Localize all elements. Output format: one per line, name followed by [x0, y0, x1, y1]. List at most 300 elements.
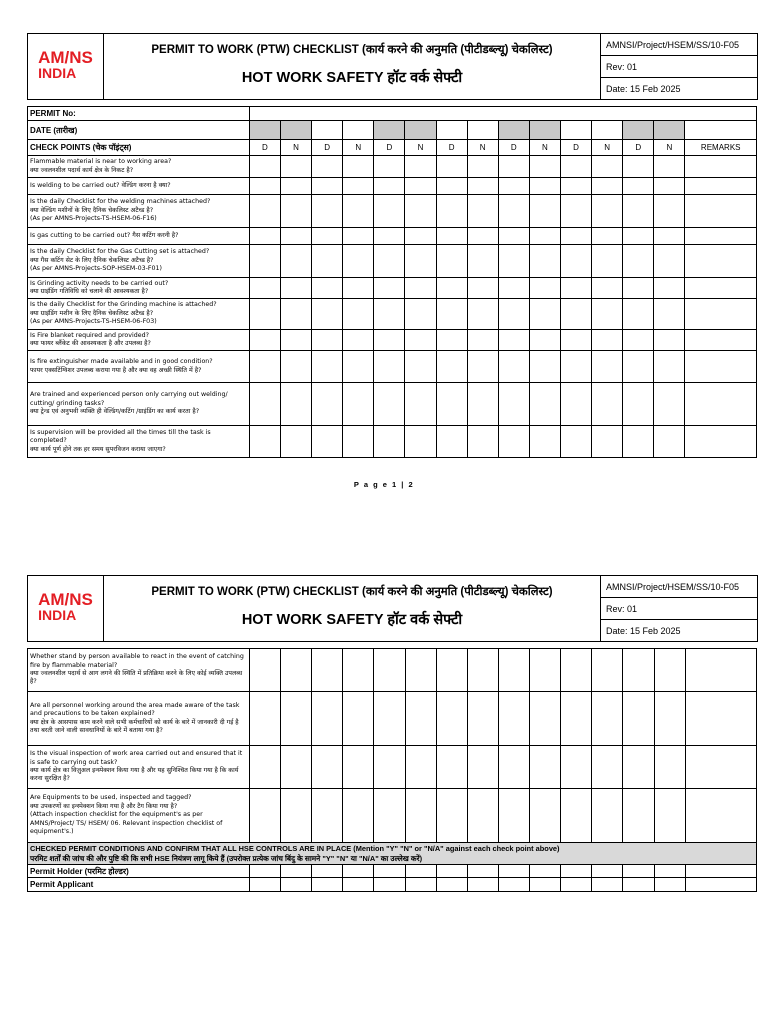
answer-cell[interactable] [654, 746, 685, 789]
answer-cell[interactable] [249, 692, 280, 746]
answer-cell[interactable] [623, 351, 654, 383]
answer-cell[interactable] [654, 789, 685, 843]
answer-cell[interactable] [467, 649, 498, 692]
answer-cell[interactable] [529, 278, 560, 299]
answer-cell[interactable] [529, 299, 560, 330]
answer-cell[interactable] [654, 865, 685, 878]
answer-cell[interactable] [280, 156, 311, 178]
answer-cell[interactable] [498, 649, 529, 692]
answer-cell[interactable] [312, 878, 343, 892]
answer-cell[interactable] [529, 228, 560, 245]
answer-cell[interactable] [560, 156, 591, 178]
answer-cell[interactable] [249, 178, 280, 195]
answer-cell[interactable] [498, 878, 529, 892]
answer-cell[interactable] [623, 426, 654, 458]
answer-cell[interactable] [343, 789, 374, 843]
date-field[interactable] [592, 121, 623, 140]
answer-cell[interactable] [623, 789, 654, 843]
answer-cell[interactable] [685, 649, 756, 692]
answer-cell[interactable] [280, 195, 311, 228]
answer-cell[interactable] [436, 789, 467, 843]
answer-cell[interactable] [623, 878, 654, 892]
answer-cell[interactable] [374, 330, 405, 351]
answer-cell[interactable] [405, 383, 436, 426]
revision: Rev: 01 [601, 598, 758, 620]
answer-cell[interactable] [436, 865, 467, 878]
answer-cell[interactable] [436, 649, 467, 692]
answer-cell[interactable] [249, 789, 280, 843]
answer-cell[interactable] [249, 383, 280, 426]
answer-cell[interactable] [592, 865, 623, 878]
answer-cell[interactable] [280, 245, 311, 278]
answer-cell[interactable] [405, 746, 436, 789]
answer-cell[interactable] [560, 245, 591, 278]
answer-cell[interactable] [592, 692, 623, 746]
answer-cell[interactable] [685, 351, 757, 383]
answer-cell[interactable] [405, 426, 436, 458]
answer-cell[interactable] [436, 692, 467, 746]
answer-cell[interactable] [467, 245, 498, 278]
answer-cell[interactable] [592, 649, 623, 692]
answer-cell[interactable] [405, 649, 436, 692]
checkpoint-row [28, 692, 757, 746]
answer-cell[interactable] [280, 330, 311, 351]
answer-cell[interactable] [561, 649, 592, 692]
answer-cell[interactable] [467, 383, 498, 426]
answer-cell[interactable] [654, 330, 685, 351]
form-title [104, 34, 601, 100]
answer-cell[interactable] [436, 351, 467, 383]
answer-cell[interactable] [530, 878, 561, 892]
answer-cell[interactable] [530, 865, 561, 878]
answer-cell[interactable] [529, 195, 560, 228]
answer-cell[interactable] [685, 278, 757, 299]
date-field[interactable] [249, 121, 280, 140]
answer-cell[interactable] [312, 178, 343, 195]
answer-cell[interactable] [685, 178, 757, 195]
answer-cell[interactable] [623, 649, 654, 692]
answer-cell[interactable] [436, 299, 467, 330]
answer-cell[interactable] [592, 351, 623, 383]
answer-cell[interactable] [529, 351, 560, 383]
answer-cell[interactable] [498, 330, 529, 351]
answer-cell[interactable] [343, 278, 374, 299]
answer-cell[interactable] [685, 195, 757, 228]
answer-cell[interactable] [249, 649, 280, 692]
answer-cell[interactable] [623, 178, 654, 195]
answer-cell[interactable] [312, 426, 343, 458]
answer-cell[interactable] [623, 228, 654, 245]
answer-cell[interactable] [467, 228, 498, 245]
checkpoint-row [28, 383, 757, 426]
answer-cell[interactable] [312, 649, 343, 692]
answer-cell[interactable] [498, 865, 529, 878]
answer-cell[interactable] [467, 299, 498, 330]
answer-cell[interactable] [374, 351, 405, 383]
answer-cell[interactable] [436, 878, 467, 892]
answer-cell[interactable] [685, 156, 757, 178]
answer-cell[interactable] [436, 278, 467, 299]
answer-cell[interactable] [312, 228, 343, 245]
checkpoint-question: Is the daily Checklist for the welding machines attached? क्या वेल्डिंग मशीनों के लिए दैनिक चेकलिस्ट अटैच्ड है? (As per AMNS-Projects-TS-HSEM-06-F16) [28, 195, 250, 228]
date-field[interactable] [343, 121, 374, 140]
answer-cell[interactable] [498, 299, 529, 330]
answer-cell[interactable] [529, 426, 560, 458]
permit-holder-label: Permit Holder (परमिट होल्डर) [28, 865, 250, 878]
answer-cell[interactable] [281, 789, 312, 843]
answer-cell[interactable] [530, 746, 561, 789]
answer-cell[interactable] [623, 383, 654, 426]
answer-cell[interactable] [343, 156, 374, 178]
answer-cell[interactable] [343, 178, 374, 195]
answer-cell[interactable] [530, 789, 561, 843]
answer-cell[interactable] [343, 195, 374, 228]
answer-cell[interactable] [281, 649, 312, 692]
company-logo: AM/NS INDIA [28, 576, 104, 642]
answer-cell[interactable] [280, 426, 311, 458]
answer-cell[interactable] [312, 278, 343, 299]
answer-cell[interactable] [405, 228, 436, 245]
answer-cell[interactable] [592, 789, 623, 843]
answer-cell[interactable] [592, 278, 623, 299]
answer-cell[interactable] [343, 878, 374, 892]
checkpoint-question: Is fire extinguisher made available and in good condition? फायर एक्सटिंग्विशर उपलब्ध कराया गया है और क्या वह अच्छी स्थिति में है? [28, 351, 250, 383]
answer-cell[interactable] [654, 351, 685, 383]
answer-cell[interactable] [467, 426, 498, 458]
day-night-header: N [529, 140, 560, 156]
answer-cell[interactable] [405, 865, 436, 878]
answer-cell[interactable] [249, 426, 280, 458]
answer-cell[interactable] [249, 878, 280, 892]
answer-cell[interactable] [343, 228, 374, 245]
date-field[interactable] [280, 121, 311, 140]
answer-cell[interactable] [560, 195, 591, 228]
date-field[interactable] [436, 121, 467, 140]
answer-cell[interactable] [405, 195, 436, 228]
document-number: AMNSI/Project/HSEM/SS/10-F05 [601, 34, 758, 56]
answer-cell[interactable] [498, 228, 529, 245]
answer-cell[interactable] [249, 865, 280, 878]
answer-cell[interactable] [530, 649, 561, 692]
answer-cell[interactable] [623, 195, 654, 228]
answer-cell[interactable] [654, 692, 685, 746]
answer-cell[interactable] [654, 195, 685, 228]
answer-cell[interactable] [561, 789, 592, 843]
answer-cell[interactable] [436, 426, 467, 458]
answer-cell[interactable] [498, 278, 529, 299]
answer-cell[interactable] [436, 383, 467, 426]
answer-cell[interactable] [685, 228, 757, 245]
answer-cell[interactable] [529, 330, 560, 351]
answer-cell[interactable] [312, 156, 343, 178]
answer-cell[interactable] [498, 789, 529, 843]
answer-cell[interactable] [685, 383, 757, 426]
answer-cell[interactable] [312, 245, 343, 278]
answer-cell[interactable] [685, 299, 757, 330]
answer-cell[interactable] [281, 865, 312, 878]
answer-cell[interactable] [623, 330, 654, 351]
checkpoint-question: Is Grinding activity needs to be carried out? क्या ग्राइंडिंग गतिविधि को चलाने की आवश्यकता है? [28, 278, 250, 299]
permit-no-field[interactable] [249, 107, 756, 121]
answer-cell[interactable] [561, 746, 592, 789]
answer-cell[interactable] [467, 746, 498, 789]
answer-cell[interactable] [592, 878, 623, 892]
answer-cell[interactable] [343, 330, 374, 351]
answer-cell[interactable] [623, 746, 654, 789]
answer-cell[interactable] [374, 178, 405, 195]
answer-cell[interactable] [561, 865, 592, 878]
answer-cell[interactable] [498, 351, 529, 383]
answer-cell[interactable] [374, 789, 405, 843]
answer-cell[interactable] [312, 351, 343, 383]
answer-cell[interactable] [623, 865, 654, 878]
confirmation-statement: CHECKED PERMIT CONDITIONS AND CONFIRM THAT ALL HSE CONTROLS ARE IN PLACE (Mention "Y" "N" or "N/A" against each check point above) परमिट शर्तों की जांच की और पुष्टि की कि सभी HSE नियंत्रण लागू किये हैं (उपरोक्त प्रत्येक जांच बिंदु के सामने "Y" "N" या "N/A" का उल्लेख करें) [28, 843, 757, 865]
date-field[interactable] [374, 121, 405, 140]
date-field[interactable] [529, 121, 560, 140]
answer-cell[interactable] [654, 156, 685, 178]
answer-cell[interactable] [280, 228, 311, 245]
answer-cell[interactable] [436, 195, 467, 228]
answer-cell[interactable] [467, 195, 498, 228]
answer-cell[interactable] [592, 330, 623, 351]
title-line-1: PERMIT TO WORK (PTW) CHECKLIST (कार्य करने की अनुमति (पीटीडब्ल्यू) चेकलिस्ट) [151, 585, 553, 598]
answer-cell[interactable] [685, 426, 757, 458]
answer-cell[interactable] [685, 865, 756, 878]
permit-applicant-row [28, 878, 757, 892]
answer-cell[interactable] [249, 330, 280, 351]
answer-cell[interactable] [436, 245, 467, 278]
answer-cell[interactable] [249, 351, 280, 383]
answer-cell[interactable] [560, 228, 591, 245]
answer-cell[interactable] [623, 245, 654, 278]
answer-cell[interactable] [312, 865, 343, 878]
answer-cell[interactable] [560, 299, 591, 330]
answer-cell[interactable] [592, 195, 623, 228]
answer-cell[interactable] [654, 228, 685, 245]
checkpoint-row [28, 278, 757, 299]
date-field[interactable] [498, 121, 529, 140]
answer-cell[interactable] [654, 245, 685, 278]
answer-cell[interactable] [281, 878, 312, 892]
checkpoint-question: Are Equipments to be used, inspected and tagged? क्या उपकरणों का इन्स्पेक्शन किया गया है और टैग किया गया है? (Attach inspection checklist for the equipment's as per AMNS/Project/ TS/ HSEM/ 06. Relevant inspection checklist of equipment's.) [28, 789, 250, 843]
answer-cell[interactable] [592, 228, 623, 245]
answer-cell[interactable] [436, 178, 467, 195]
answer-cell[interactable] [312, 789, 343, 843]
answer-cell[interactable] [374, 865, 405, 878]
answer-cell[interactable] [560, 278, 591, 299]
answer-cell[interactable] [592, 245, 623, 278]
answer-cell[interactable] [685, 245, 757, 278]
answer-cell[interactable] [685, 789, 756, 843]
answer-cell[interactable] [592, 746, 623, 789]
answer-cell[interactable] [374, 228, 405, 245]
answer-cell[interactable] [343, 383, 374, 426]
answer-cell[interactable] [498, 746, 529, 789]
answer-cell[interactable] [561, 878, 592, 892]
answer-cell[interactable] [561, 692, 592, 746]
answer-cell[interactable] [343, 649, 374, 692]
answer-cell[interactable] [281, 746, 312, 789]
answer-cell[interactable] [529, 178, 560, 195]
answer-cell[interactable] [623, 299, 654, 330]
answer-cell[interactable] [467, 330, 498, 351]
answer-cell[interactable] [374, 299, 405, 330]
answer-cell[interactable] [374, 195, 405, 228]
date-field[interactable] [312, 121, 343, 140]
revision: Rev: 01 [601, 56, 758, 78]
answer-cell[interactable] [280, 299, 311, 330]
answer-cell[interactable] [654, 426, 685, 458]
answer-cell[interactable] [467, 878, 498, 892]
answer-cell[interactable] [498, 156, 529, 178]
page-1 [27, 33, 757, 100]
answer-cell[interactable] [405, 351, 436, 383]
answer-cell[interactable] [249, 156, 280, 178]
answer-cell[interactable] [654, 649, 685, 692]
answer-cell[interactable] [312, 330, 343, 351]
answer-cell[interactable] [405, 692, 436, 746]
answer-cell[interactable] [249, 228, 280, 245]
answer-cell[interactable] [249, 278, 280, 299]
date-field[interactable] [560, 121, 591, 140]
answer-cell[interactable] [685, 746, 756, 789]
answer-cell[interactable] [280, 178, 311, 195]
checklist-table-2-wrap [27, 648, 757, 892]
answer-cell[interactable] [312, 195, 343, 228]
answer-cell[interactable] [529, 156, 560, 178]
answer-cell[interactable] [560, 426, 591, 458]
answer-cell[interactable] [467, 865, 498, 878]
answer-cell[interactable] [343, 299, 374, 330]
answer-cell[interactable] [436, 156, 467, 178]
answer-cell[interactable] [560, 330, 591, 351]
answer-cell[interactable] [654, 299, 685, 330]
answer-cell[interactable] [281, 692, 312, 746]
checklist-table [27, 648, 757, 892]
answer-cell[interactable] [343, 245, 374, 278]
answer-cell[interactable] [374, 245, 405, 278]
answer-cell[interactable] [405, 245, 436, 278]
answer-cell[interactable] [654, 383, 685, 426]
answer-cell[interactable] [498, 195, 529, 228]
answer-cell[interactable] [249, 746, 280, 789]
answer-cell[interactable] [654, 878, 685, 892]
answer-cell[interactable] [592, 383, 623, 426]
answer-cell[interactable] [374, 692, 405, 746]
answer-cell[interactable] [312, 746, 343, 789]
answer-cell[interactable] [405, 878, 436, 892]
answer-cell[interactable] [312, 299, 343, 330]
answer-cell[interactable] [560, 383, 591, 426]
answer-cell[interactable] [467, 789, 498, 843]
answer-cell[interactable] [343, 746, 374, 789]
answer-cell[interactable] [280, 351, 311, 383]
answer-cell[interactable] [467, 178, 498, 195]
checkpoint-question: Flammable material is near to working area? क्या ज्वलनशील पदार्थ कार्य क्षेत्र के निकट है? [28, 156, 250, 178]
answer-cell[interactable] [374, 383, 405, 426]
answer-cell[interactable] [530, 692, 561, 746]
answer-cell[interactable] [498, 692, 529, 746]
day-night-header: D [436, 140, 467, 156]
answer-cell[interactable] [374, 746, 405, 789]
answer-cell[interactable] [436, 330, 467, 351]
answer-cell[interactable] [343, 351, 374, 383]
date-field[interactable] [467, 121, 498, 140]
answer-cell[interactable] [498, 178, 529, 195]
answer-cell[interactable] [436, 746, 467, 789]
answer-cell[interactable] [560, 178, 591, 195]
answer-cell[interactable] [592, 156, 623, 178]
answer-cell[interactable] [623, 278, 654, 299]
answer-cell[interactable] [467, 692, 498, 746]
day-night-header: D [249, 140, 280, 156]
answer-cell[interactable] [529, 383, 560, 426]
checkpoint-row [28, 156, 757, 178]
answer-cell[interactable] [280, 278, 311, 299]
answer-cell[interactable] [623, 692, 654, 746]
answer-cell[interactable] [498, 245, 529, 278]
answer-cell[interactable] [685, 330, 757, 351]
answer-cell[interactable] [374, 426, 405, 458]
checklist-table-1-wrap [27, 106, 757, 458]
answer-cell[interactable] [560, 351, 591, 383]
date-field[interactable] [654, 121, 685, 140]
answer-cell[interactable] [312, 692, 343, 746]
answer-cell[interactable] [467, 351, 498, 383]
day-night-header: D [498, 140, 529, 156]
answer-cell[interactable] [374, 878, 405, 892]
answer-cell[interactable] [592, 426, 623, 458]
date-field[interactable] [405, 121, 436, 140]
answer-cell[interactable] [436, 228, 467, 245]
answer-cell[interactable] [498, 383, 529, 426]
answer-cell[interactable] [592, 299, 623, 330]
answer-cell[interactable] [374, 156, 405, 178]
answer-cell[interactable] [343, 426, 374, 458]
answer-cell[interactable] [405, 330, 436, 351]
answer-cell[interactable] [685, 878, 756, 892]
answer-cell[interactable] [343, 865, 374, 878]
answer-cell[interactable] [498, 426, 529, 458]
answer-cell[interactable] [405, 789, 436, 843]
answer-cell[interactable] [467, 278, 498, 299]
answer-cell[interactable] [592, 178, 623, 195]
answer-cell[interactable] [249, 245, 280, 278]
answer-cell[interactable] [374, 278, 405, 299]
answer-cell[interactable] [343, 692, 374, 746]
answer-cell[interactable] [654, 178, 685, 195]
issue-date: Date: 15 Feb 2025 [601, 78, 758, 100]
answer-cell[interactable] [529, 245, 560, 278]
answer-cell[interactable] [405, 178, 436, 195]
answer-cell[interactable] [467, 156, 498, 178]
answer-cell[interactable] [280, 383, 311, 426]
day-night-header: N [592, 140, 623, 156]
answer-cell[interactable] [405, 299, 436, 330]
page-2 [27, 575, 757, 642]
answer-cell[interactable] [405, 156, 436, 178]
answer-cell[interactable] [312, 383, 343, 426]
answer-cell[interactable] [623, 156, 654, 178]
answer-cell[interactable] [654, 278, 685, 299]
answer-cell[interactable] [374, 649, 405, 692]
answer-cell[interactable] [405, 278, 436, 299]
answer-cell[interactable] [249, 299, 280, 330]
answer-cell[interactable] [685, 692, 756, 746]
answer-cell[interactable] [249, 195, 280, 228]
issue-date: Date: 15 Feb 2025 [601, 620, 758, 642]
date-field[interactable] [623, 121, 654, 140]
